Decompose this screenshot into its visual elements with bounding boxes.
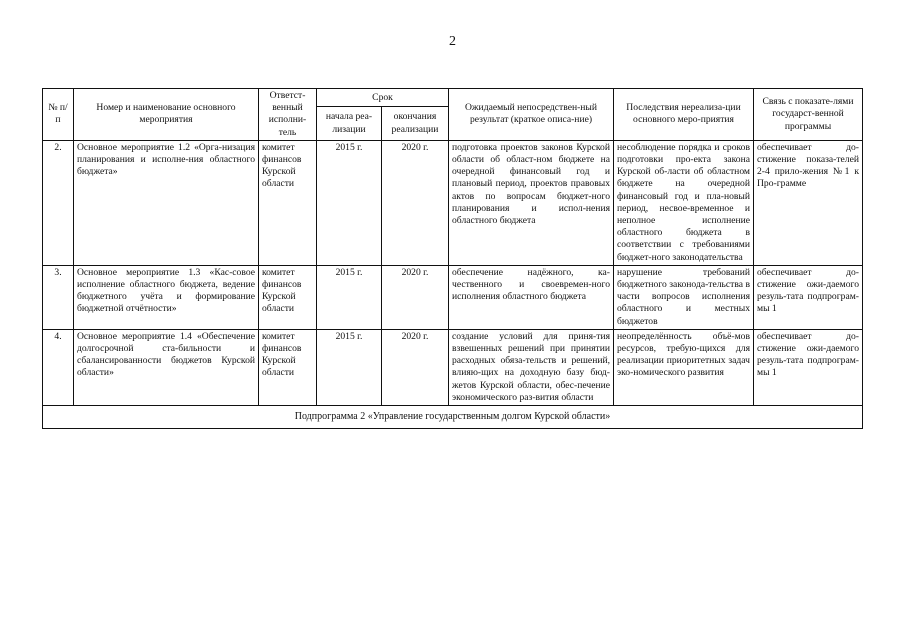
row-end: 2020 г. (382, 329, 449, 405)
row-result: подготовка проектов законов Курской области об област-ном бюджете на очередной финансовый год и плановый период, проектов правовых актов по вопросам бюджет-ного планирования и испол-нения областного бюджета (449, 140, 614, 265)
subprogram-row (43, 406, 863, 429)
row-result: создание условий для приня-тия взвешенных решений при принятии расходных обяза-тельств и решений, влияю-щих на доходную базу бюд-жетов Курской области, обес-печение экономического раз-вития области (449, 329, 614, 405)
row-consequences: нарушение требований бюджетного законода-тельства в части вопросов исполнения областного и местных бюджетов (614, 265, 754, 329)
row-event: Основное мероприятие 1.3 «Кас-совое исполнение областного бюджета, ведение бюджетного учёта и формирование бюджетной отчётности» (74, 265, 259, 329)
row-consequences: несоблюдение порядка и сроков подготовки про-екта закона Курской об-ласти об областном бюджете на очередной финансовый год и пла-новый период, несвое-временное и неполное исполнение областного бюджета в соответствии с требованиями бюджет-ного законодательства (614, 140, 754, 265)
header-executor: Ответст-венный исполни-тель (259, 89, 317, 141)
row-num: 4. (43, 329, 74, 405)
row-start: 2015 г. (317, 140, 382, 265)
row-end: 2020 г. (382, 265, 449, 329)
header-term: Срок (317, 89, 449, 107)
events-table (42, 88, 863, 429)
header-consequences: Последствия нереализа-ции основного меро-приятия (614, 89, 754, 141)
table-row (43, 329, 863, 405)
header-num: № п/п (43, 89, 74, 141)
row-event: Основное мероприятие 1.4 «Обеспечение долгосрочной ста-бильности и сбалансированности бюджетов Курской области» (74, 329, 259, 405)
table-row (43, 140, 863, 265)
row-executor: комитет финансов Курской области (259, 329, 317, 405)
header-result: Ожидаемый непосредствен-ный результат (краткое описа-ние) (449, 89, 614, 141)
row-end: 2020 г. (382, 140, 449, 265)
row-start: 2015 г. (317, 265, 382, 329)
row-executor: комитет финансов Курской области (259, 140, 317, 265)
header-link: Связь с показате-лями государст-венной программы (754, 89, 863, 141)
row-link: обеспечивает до-стижение показа-телей 2-4 прило-жения №1 к Про-грамме (754, 140, 863, 265)
header-term-start: начала реа-лизации (317, 107, 382, 140)
row-start: 2015 г. (317, 329, 382, 405)
row-event: Основное мероприятие 1.2 «Орга-низация планирования и исполне-ния областного бюджета» (74, 140, 259, 265)
row-num: 2. (43, 140, 74, 265)
row-link: обеспечивает до-стижение ожи-даемого резуль-тата подпрограм-мы 1 (754, 265, 863, 329)
table-row (43, 265, 863, 329)
row-link: обеспечивает до-стижение ожи-даемого резуль-тата подпрограм-мы 1 (754, 329, 863, 405)
row-num: 3. (43, 265, 74, 329)
header-row (43, 89, 863, 107)
header-event: Номер и наименование основного мероприятия (74, 89, 259, 141)
subprogram-title: Подпрограмма 2 «Управление государственным долгом Курской области» (43, 406, 863, 429)
page-number: 2 (449, 34, 456, 49)
row-consequences: неопределённость объё-мов ресурсов, требую-щихся для реализации приоритетных задач эко-номического развития (614, 329, 754, 405)
row-result: обеспечение надёжного, ка-чественного и своевремен-ного исполнения областного бюджета (449, 265, 614, 329)
header-term-end: окончания реализации (382, 107, 449, 140)
row-executor: комитет финансов Курской области (259, 265, 317, 329)
